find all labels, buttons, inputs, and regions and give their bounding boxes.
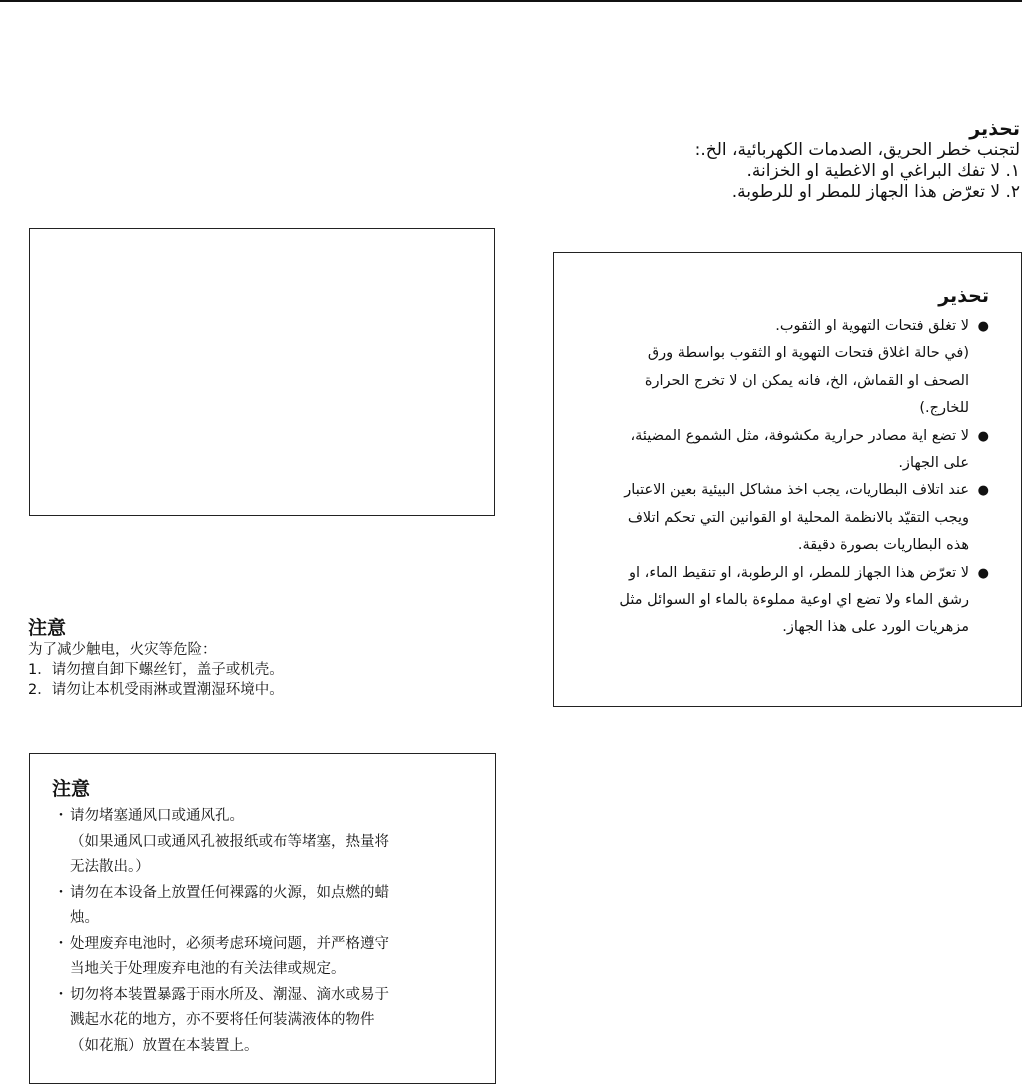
- arabic-caution-line: رشق الماء ولا تضع اي اوعية مملوءة بالماء او السوائل مثل: [619, 592, 969, 609]
- arabic-warning-line: لتجنب خطر الحريق، الصدمات الكهربائية، الخ.:: [694, 140, 1020, 160]
- arabic-warning-line: ١. لا تفك البراغي او الاغطية او الخزانة.: [746, 161, 1020, 181]
- chinese-caution-line: 处理废弃电池时，必须考虑环境问题，并严格遵守: [70, 935, 389, 952]
- chinese-caution-item: [52, 804, 495, 881]
- chinese-caution-line: 无法散出。）: [70, 859, 150, 875]
- arabic-caution-title: تحذير: [938, 285, 989, 307]
- bullet-icon: ・: [54, 808, 68, 824]
- bullet-icon: ・: [54, 986, 68, 1003]
- chinese-notice-title: 注意: [28, 617, 67, 639]
- arabic-caution-line: للخارج.): [919, 400, 969, 417]
- chinese-caution-box: [29, 753, 496, 1084]
- bullet-icon: ●: [977, 483, 989, 499]
- arabic-caution-line: الصحف او القماش، الخ، فانه يمكن ان لا تخرج الحرارة: [644, 372, 969, 389]
- bullet-icon: ●: [977, 319, 989, 334]
- arabic-caution-line: لا تضع اية مصادر حرارية مكشوفة، مثل الشموع المضيئة،: [630, 427, 969, 444]
- arabic-caution-item: [572, 560, 989, 642]
- empty-label-box: [29, 228, 495, 516]
- arabic-caution-box: [553, 252, 1022, 707]
- arabic-warning-title: تحذير: [969, 118, 1020, 140]
- arabic-caution-line: هذه البطاريات بصورة دقيقة.: [797, 537, 969, 554]
- arabic-warning: [622, 118, 1020, 203]
- chinese-caution-line: 烛。: [70, 910, 99, 926]
- chinese-notice-line: 为了减少触电，火灾等危险：: [28, 642, 217, 658]
- arabic-caution-line: عند اتلاف البطاريات، يجب اخذ مشاكل البيئية بعين الاعتبار: [624, 482, 969, 499]
- bullet-icon: ●: [977, 428, 989, 444]
- arabic-caution-line: مزهريات الورد على هذا الجهاز.: [782, 619, 969, 636]
- chinese-notice-line: 1．请勿擅自卸下螺丝钉，盖子或机壳。: [28, 662, 284, 678]
- chinese-notice: [28, 616, 498, 700]
- arabic-caution-item: [572, 423, 989, 478]
- arabic-caution-line: ويجب التقيّد بالانظمة المحلية او القوانين التي تحكم اتلاف: [627, 509, 969, 526]
- bullet-icon: ●: [977, 565, 989, 581]
- chinese-caution-item: [52, 983, 495, 1060]
- chinese-caution-line: 请勿在本设备上放置任何裸露的火源，如点燃的蜡: [70, 884, 389, 901]
- arabic-warning-line: ٢. لا تعرّض هذا الجهاز للمطر او للرطوبة.: [731, 182, 1020, 202]
- chinese-caution-line: 当地关于处理废弃电池的有关法律或规定。: [70, 961, 346, 977]
- arabic-caution-line: (في حالة اغلاق فتحات التهوية او الثقوب بواسطة ورق: [647, 345, 969, 362]
- chinese-caution-line: （如果通风口或通风孔被报纸或布等堵塞，热量将: [70, 833, 389, 850]
- chinese-caution-item: [52, 881, 495, 932]
- bullet-icon: ・: [54, 884, 68, 901]
- arabic-caution-item: [572, 477, 989, 559]
- chinese-caution-line: 请勿堵塞通风口或通风孔。: [70, 808, 244, 824]
- bullet-icon: ・: [54, 935, 68, 952]
- arabic-caution-line: لا تعرّض هذا الجهاز للمطر، او الرطوبة، او تنقيط الماء، او: [629, 564, 969, 581]
- arabic-caution-line: لا تغلق فتحات التهوية او الثقوب.: [775, 318, 969, 334]
- top-rule: [0, 0, 1022, 2]
- arabic-caution-item: [572, 313, 989, 423]
- arabic-caution-line: على الجهاز.: [898, 455, 969, 472]
- chinese-caution-line: 切勿将本装置暴露于雨水所及、潮湿、滴水或易于: [70, 986, 389, 1003]
- chinese-notice-line: 2．请勿让本机受雨淋或置潮湿环境中。: [28, 682, 284, 698]
- chinese-caution-item: [52, 932, 495, 983]
- chinese-caution-line: 溅起水花的地方，亦不要将任何装满液体的物件: [70, 1012, 375, 1028]
- chinese-caution-line: （如花瓶）放置在本装置上。: [70, 1037, 259, 1054]
- chinese-caution-title: 注意: [52, 778, 91, 800]
